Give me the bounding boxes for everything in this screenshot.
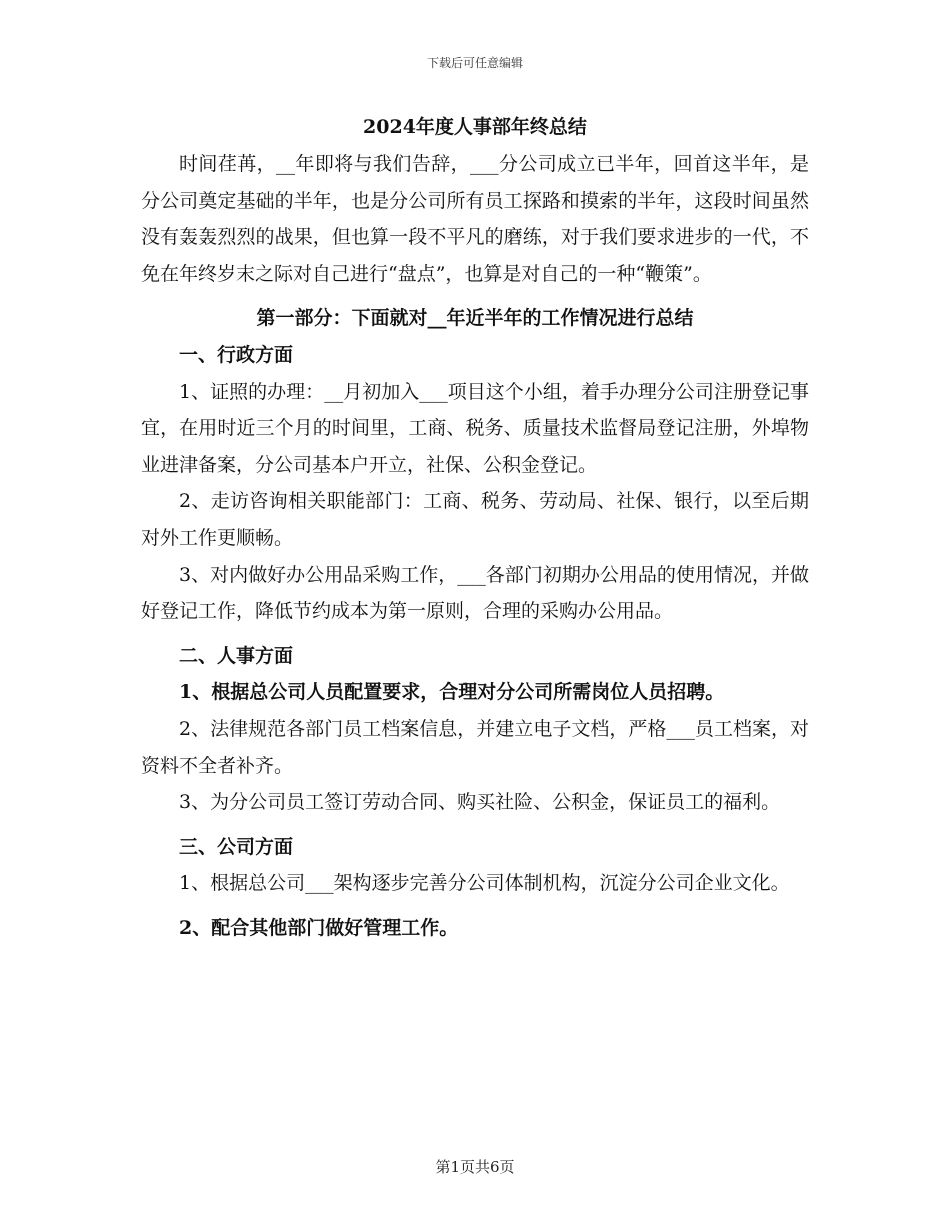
section1-heading: 一、行政方面 [179,343,294,366]
section1-item2: 2、走访咨询相关职能部门：工商、税务、劳动局、社保、银行，以至后期对外工作更顺畅。 [141,490,809,549]
section2-heading: 二、人事方面 [179,644,294,667]
section3-heading: 三、公司方面 [179,835,294,858]
section2-item1: 1、根据总公司人员配置要求，合理对分公司所需岗位人员招聘。 [179,681,725,704]
section3-item2: 2、配合其他部门做好管理工作。 [179,916,459,939]
section1-item3: 3、对内做好办公用品采购工作，___各部门初期办公用品的使用情况，并做好登记工作，降低节约成本为第一原则，合理的采购办公用品。 [141,563,809,623]
page-footer-number: 第1页共6页 [435,1158,515,1176]
section3-item1: 1、根据总公司___架构逐步完善分公司体制机构，沉淀分公司企业文化。 [179,872,790,895]
document-body [141,108,809,946]
section2-item2: 2、法律规范各部门员工档案信息，并建立电子文档，严格___员工档案，对资料不全者补齐。 [141,717,809,777]
intro-paragraph: 时间荏苒，__年即将与我们告辞，___分公司成立已半年，回首这半年，是分公司奠定基础的半年，也是分公司所有员工探路和摸索的半年，这段时间虽然没有轰轰烈烈的战果，但也算一段不平凡的磨练，对于我们要求进步的一代，不免在年终岁末之际对自己进行“盘点”，也算是对自己的一种“鞭策”。 [141,153,809,285]
part1-heading: 第一部分：下面就对__年近半年的工作情况进行总结 [256,307,694,330]
section1-item1: 1、证照的办理：__月初加入___项目这个小组，着手办理分公司注册登记事宜，在用时近三个月的时间里，工商、税务、质量技术监督局登记注册，外埠物业进津备案，分公司基本户开立，社保、公积金登记。 [141,380,809,476]
document-title: 2024年度人事部年终总结 [363,116,587,138]
section2-item3: 3、为分公司员工签订劳动合同、购买社险、公积金，保证员工的福利。 [179,791,781,814]
page-header-note: 下载后可任意编辑 [426,56,523,70]
